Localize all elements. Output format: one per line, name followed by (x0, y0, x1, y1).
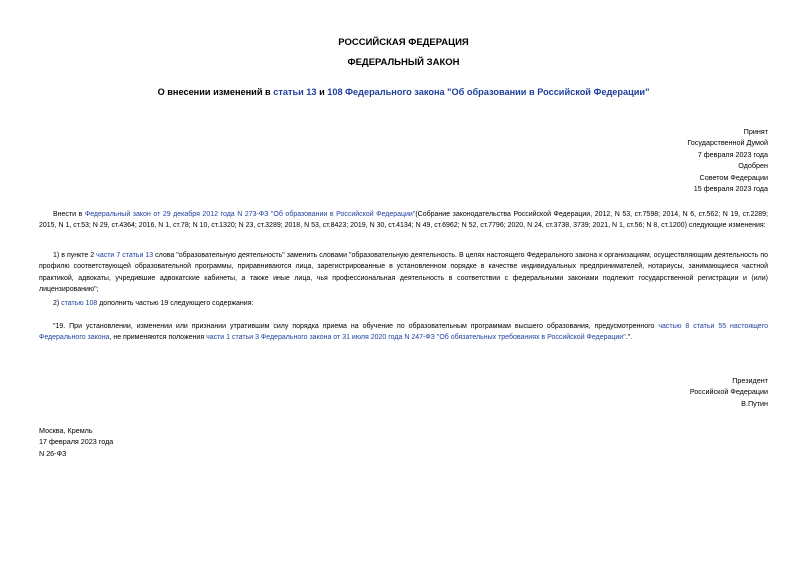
paragraph-item-2 (39, 298, 768, 309)
p4-suffix: .". (625, 334, 633, 342)
p1-prefix: Внести в (53, 211, 85, 218)
adoption-line: Принят (743, 127, 768, 136)
title-link-article-108[interactable]: 108 Федерального закона "Об образовании в Российской Федерации" (327, 87, 650, 97)
p1-text: (Собрание законодательства Российской Федерации, 2012, N 53, ст.7598; 2014, N 6, ст.562; N 19, ст.2289; 2015, N 1, ст.53; N 29, ст.4364; 2016, N 1, ст.78; N 10, ст.1320; N 23, ст.3289; 2018, N 53, ст.8423; 2019, N 30, ст.4134; N 49, ст.6962; N 52, ст.7796; 2020, N 24, ст.3738, 3739; 2021, N 1, ст.56; N 8, ст.1200) следующие изменения: (39, 211, 768, 230)
approval-line: Советом Федерации (699, 172, 768, 182)
approval-line: 15 февраля 2023 года (693, 184, 768, 194)
paragraph-part-19 (39, 321, 768, 344)
signing-details (39, 425, 113, 459)
signature-block (528, 375, 768, 409)
p4-mid: , не применяются положения (109, 334, 207, 342)
p3-prefix: 2) (53, 300, 62, 307)
law-title (0, 87, 807, 97)
adoption-block (528, 126, 768, 194)
signature-name: В.Путин (741, 398, 768, 408)
title-and: и (316, 87, 328, 97)
approval-line: Одобрен (738, 161, 768, 171)
signature-title: Российской Федерации (689, 387, 768, 397)
adoption-line: Государственной Думой (687, 138, 768, 148)
p2-prefix: 1) в пункте 2 (53, 252, 97, 259)
signing-date: 17 февраля 2023 года (39, 437, 114, 447)
title-prefix: О внесении изменений в (157, 87, 274, 97)
signing-place: Москва, Кремль (39, 426, 93, 435)
country-heading: РОССИЙСКАЯ ФЕДЕРАЦИЯ (338, 37, 469, 48)
link-article-108[interactable]: статью 108 (61, 300, 98, 307)
link-part-8-article-55[interactable]: частью 8 статьи 55 настоящего Федерального закона (39, 323, 768, 342)
link-part-7-article-13[interactable]: части 7 статьи 13 (96, 252, 154, 259)
link-federal-law-247[interactable]: части 1 статьи 3 Федерального закона от 31 июля 2020 года N 247-ФЗ "Об обязательных требованиях в Российской Федерации" (206, 334, 626, 342)
p2-text: слова "образовательную деятельность" заменить словами "образовательную деятельность. В целях настоящего Федерального закона к организациям, осуществляющим деятельность по профилю соответствующей образовательной программы, приравниваются лица, зарегистрированные в установленном порядке в качестве индивидуальных предпринимателей, нотариусы, занимающиеся частной практикой, адвокаты, учредившие адвокатские кабинеты, а также иные лица, чья профессиональная деятельность в соответствии с федеральными законами подлежит государственной регистрации и (или) лицензированию"; (39, 252, 768, 293)
paragraph-intro (39, 209, 768, 232)
law-number: N 26-ФЗ (39, 448, 67, 458)
law-type-heading: ФЕДЕРАЛЬНЫЙ ЗАКОН (347, 57, 460, 68)
paragraph-item-1 (39, 250, 768, 295)
signature-title: Президент (732, 376, 768, 385)
link-federal-law-273[interactable]: Федеральный закон от 29 декабря 2012 года N 273-ФЗ "Об образовании в Российской Федерации" (84, 211, 416, 218)
p3-text: дополнить частью 19 следующего содержания: (97, 300, 254, 307)
title-link-article-13[interactable]: статьи 13 (273, 87, 317, 97)
p4-prefix: "19. При установлении, изменении или признании утратившим силу порядка приема на обучение по образовательным программам высшего образования, предусмотренного (53, 323, 659, 330)
adoption-line: 7 февраля 2023 года (697, 149, 768, 159)
